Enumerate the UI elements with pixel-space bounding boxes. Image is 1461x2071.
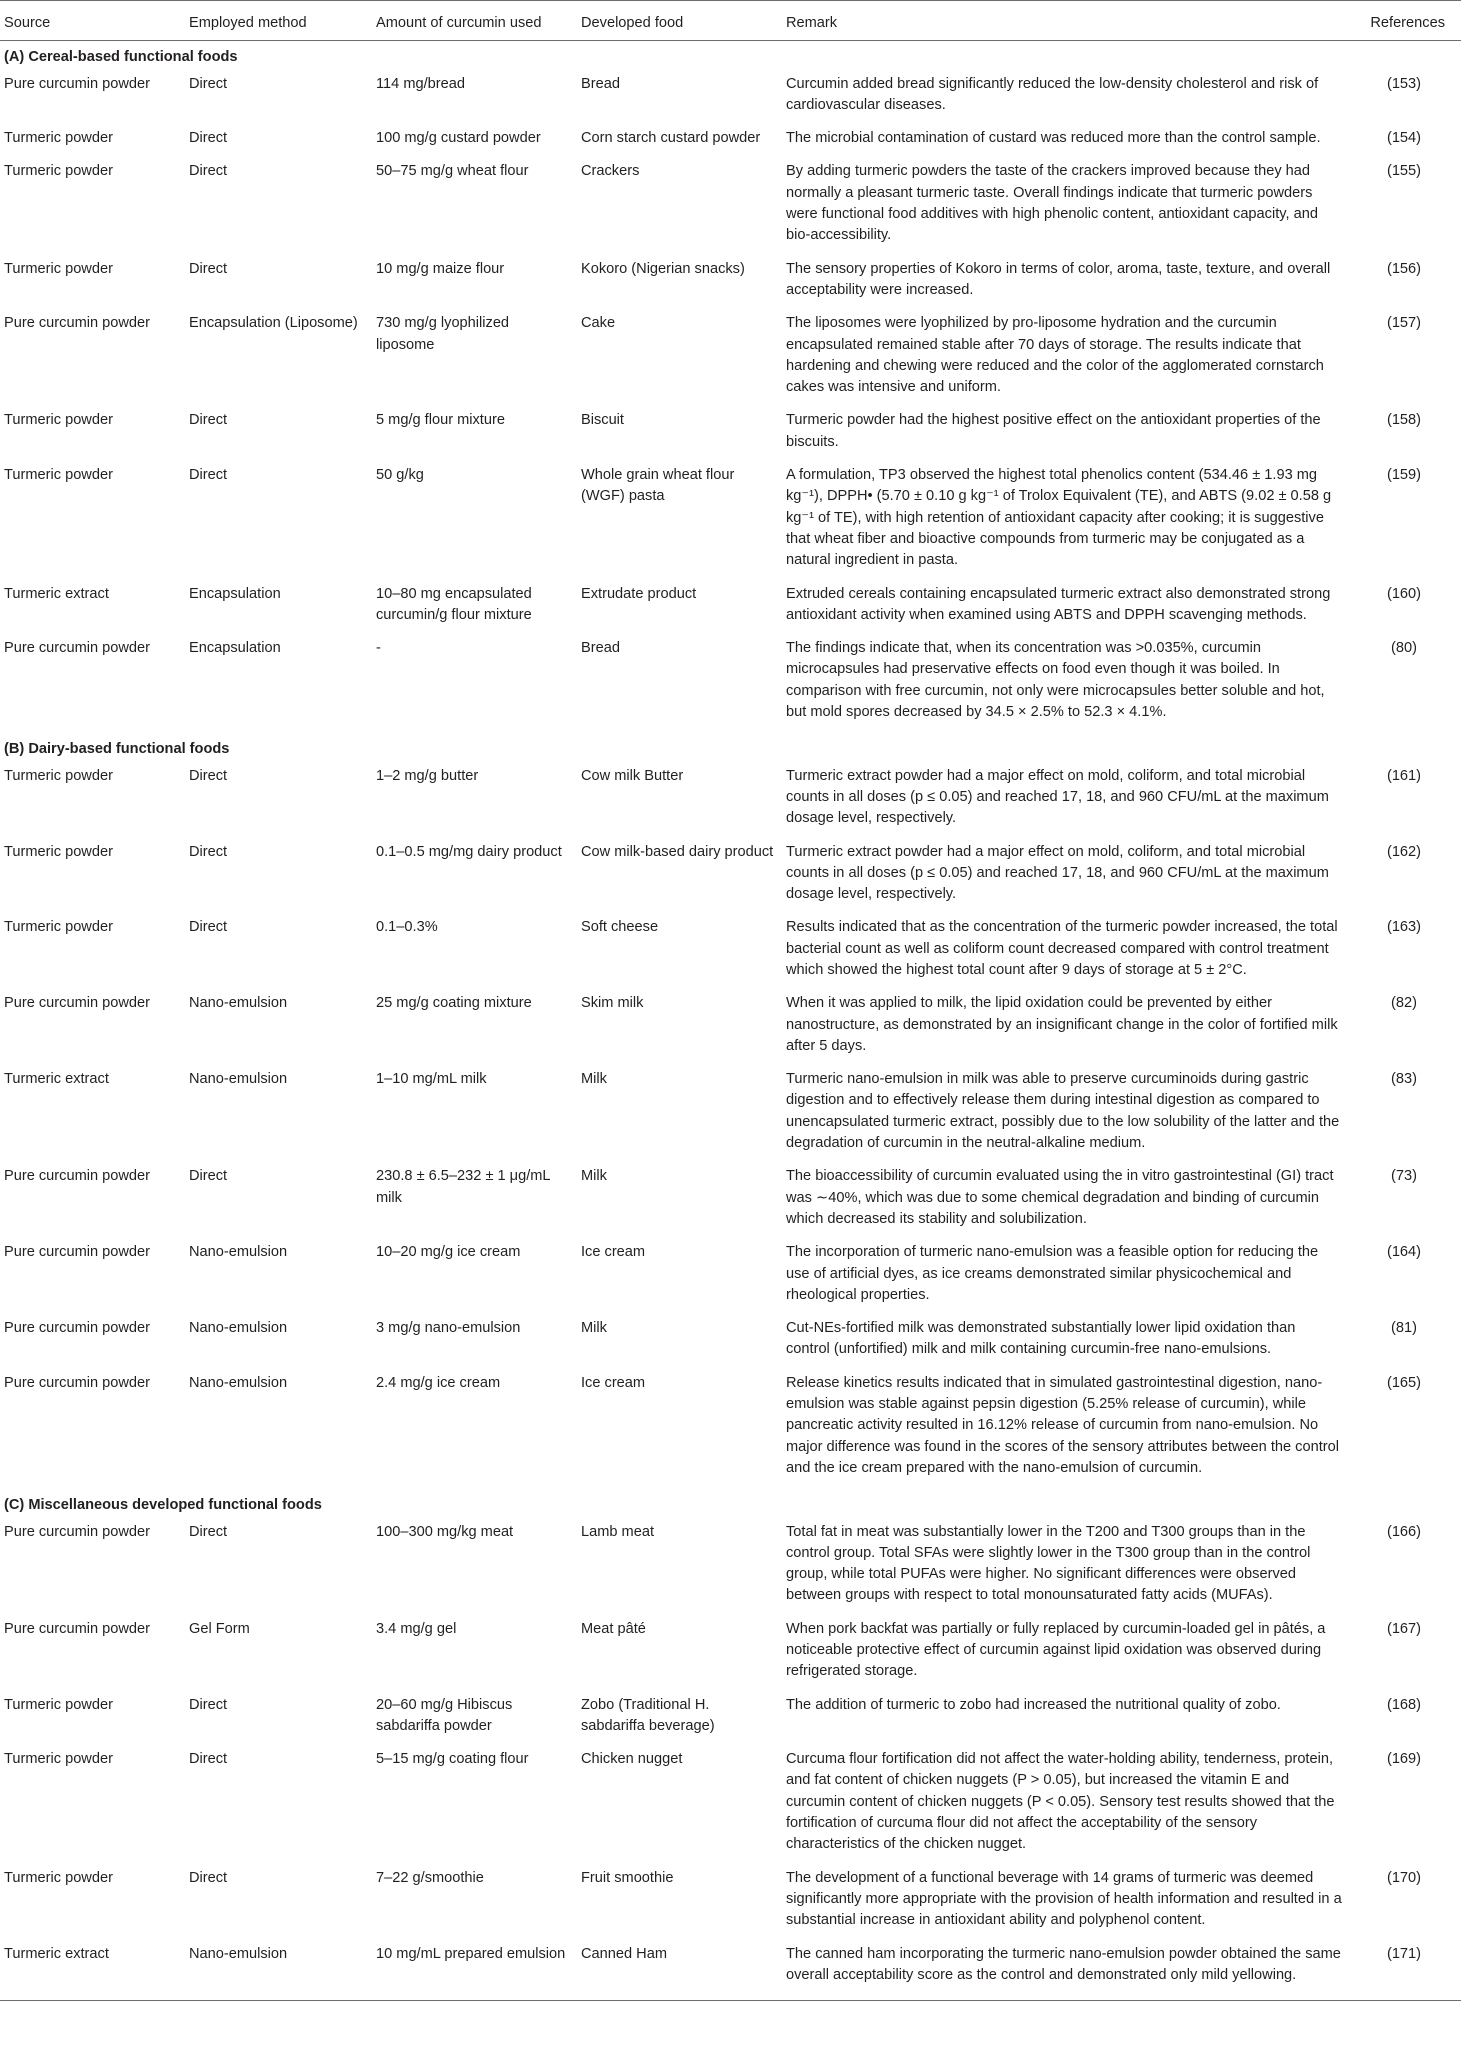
method-cell: Nano-emulsion — [189, 1071, 288, 1088]
table-row — [0, 159, 1461, 256]
amount-cell: 730 mg/g lyophilized liposome — [376, 315, 510, 353]
reference-cell: (162) — [1386, 843, 1422, 860]
source-cell: Pure curcumin powder — [4, 1244, 151, 1261]
food-cell: Cow milk Butter — [581, 767, 684, 784]
reference-cell: (82) — [1391, 995, 1417, 1012]
table-row — [0, 1747, 1461, 1865]
section-title: (A) Cereal-based functional foods — [4, 49, 238, 66]
method-cell: Direct — [189, 843, 228, 860]
source-cell: Pure curcumin powder — [4, 75, 151, 92]
method-cell: Encapsulation — [189, 640, 281, 657]
method-cell: Encapsulation (Liposome) — [189, 315, 358, 332]
table-row — [0, 764, 1461, 840]
reference-cell: (80) — [1391, 640, 1417, 657]
amount-cell: 5–15 mg/g coating flour — [376, 1751, 529, 1768]
method-cell: Direct — [189, 412, 228, 429]
source-cell: Turmeric powder — [4, 767, 113, 784]
remark-cell: The sensory properties of Kokoro in terms of color, aroma, taste, texture, and overall acceptability were increased. — [786, 260, 1331, 298]
remark-cell: Turmeric nano-emulsion in milk was able to preserve curcuminoids during gastric digestion and to effectively release them during intestinal digestion as compared to unencapsulated turmeric extract, possibly due to the low solubility of the latter and the degradation of curcumin in the neutral-alkaline medium. — [786, 1071, 1340, 1152]
method-cell: Direct — [189, 767, 228, 784]
reference-cell: (170) — [1386, 1869, 1422, 1886]
amount-cell: 7–22 g/smoothie — [376, 1869, 484, 1886]
remark-cell: Cut-NEs-fortified milk was demonstrated substantially lower lipid oxidation than control (unfortified) milk and milk containing curcumin-free nano-emulsions. — [786, 1320, 1296, 1358]
food-cell: Kokoro (Nigerian snacks) — [581, 260, 745, 277]
reference-cell: (156) — [1386, 260, 1422, 277]
reference-cell: (160) — [1386, 585, 1422, 602]
remark-cell: The incorporation of turmeric nano-emulsion was a feasible option for reducing the use of artificial dyes, as ice creams demonstrated similar physicochemical and rheological properties. — [786, 1244, 1319, 1303]
method-cell: Nano-emulsion — [189, 1320, 288, 1337]
source-cell: Turmeric powder — [4, 919, 113, 936]
remark-cell: Total fat in meat was substantially lower in the T200 and T300 groups than in the control group. Total SFAs were slightly lower in the T300 group than in the control group, while total PUFAs were higher. No significant differences were observed between groups with respect to total monounsaturated fatty acids (MUFAs). — [786, 1523, 1311, 1604]
section-heading-row — [0, 41, 1461, 72]
source-cell: Turmeric powder — [4, 163, 113, 180]
remark-cell: By adding turmeric powders the taste of the crackers improved because they had normally a pleasant turmeric taste. Overall findings indicate that turmeric powders were functional food additives with high phenolic content, antioxidant capacity, and bio-accessibility. — [786, 163, 1318, 244]
food-cell: Fruit smoothie — [581, 1869, 674, 1886]
remark-cell: The liposomes were lyophilized by pro-liposome hydration and the curcumin encapsulated remained stable after 70 days of storage. The results indicate that hardening and chewing were reduced and the color of the agglomerated cornstarch cakes was intensive and uniform. — [786, 315, 1324, 396]
source-cell: Turmeric powder — [4, 130, 113, 147]
food-cell: Cow milk-based dairy product — [581, 843, 774, 860]
source-cell: Turmeric powder — [4, 1751, 113, 1768]
remark-cell: Turmeric extract powder had a major effect on mold, coliform, and total microbial counts in all doses (p ≤ 0.05) and reached 17, 18, and 960 CFU/mL at the maximum dosage level, respectively. — [786, 843, 1329, 903]
food-cell: Lamb meat — [581, 1523, 655, 1540]
amount-cell: 10 mg/g maize flour — [376, 260, 505, 277]
amount-cell: 0.1–0.3% — [376, 919, 438, 936]
remark-cell: Results indicated that as the concentration of the turmeric powder increased, the total bacterial count as well as coliform count decreased compared with control treatment which showed the highest total count after 9 days of storage at 5 ± 2°C. — [786, 919, 1338, 978]
remark-cell: Curcuma flour fortification did not affect the water-holding ability, tenderness, protein, and fat content of chicken nuggets (P > 0.05), but increased the vitamin E and curcumin content of chicken nuggets (P < 0.05). Sensory test results showed that the fortification of curcuma flour did not affect the acceptability of the sensory characteristics of the chicken nugget. — [786, 1751, 1335, 1853]
amount-cell: 1–10 mg/mL milk — [376, 1071, 487, 1088]
amount-cell: 50–75 mg/g wheat flour — [376, 163, 529, 180]
method-cell: Nano-emulsion — [189, 995, 288, 1012]
remark-cell: Curcumin added bread significantly reduced the low-density cholesterol and risk of cardiovascular diseases. — [786, 75, 1319, 113]
method-cell: Direct — [189, 163, 228, 180]
method-cell: Direct — [189, 919, 228, 936]
food-cell: Extrudate product — [581, 585, 697, 602]
header-method: Employed method — [185, 1, 372, 41]
amount-cell: 10–20 mg/g ice cream — [376, 1244, 521, 1261]
table-row — [0, 915, 1461, 991]
source-cell: Turmeric powder — [4, 467, 113, 484]
table-row — [0, 840, 1461, 916]
remark-cell: When it was applied to milk, the lipid oxidation could be prevented by either nanostructure, as demonstrated by an insignificant change in the color of fortified milk after 5 days. — [786, 995, 1338, 1054]
amount-cell: 3 mg/g nano-emulsion — [376, 1320, 521, 1337]
amount-cell: 20–60 mg/g Hibiscus sabdariffa powder — [376, 1696, 513, 1734]
reference-cell: (166) — [1386, 1523, 1422, 1540]
method-cell: Direct — [189, 75, 228, 92]
food-cell: Milk — [581, 1071, 607, 1088]
source-cell: Pure curcumin powder — [4, 640, 151, 657]
table-row — [0, 1240, 1461, 1316]
food-cell: Bread — [581, 75, 620, 92]
reference-cell: (155) — [1386, 163, 1422, 180]
amount-cell: 10 mg/mL prepared emulsion — [372, 1942, 577, 2001]
food-cell: Milk — [581, 1168, 607, 1185]
reference-cell: (159) — [1386, 467, 1422, 484]
food-cell: Zobo (Traditional H. sabdariffa beverage) — [581, 1696, 715, 1734]
table-row — [0, 582, 1461, 637]
food-cell: Biscuit — [581, 412, 624, 429]
source-cell: Turmeric extract — [4, 585, 109, 602]
reference-cell: (73) — [1391, 1168, 1417, 1185]
method-cell: Direct — [189, 260, 228, 277]
amount-cell: 25 mg/g coating mixture — [376, 995, 532, 1012]
table-row — [0, 1371, 1461, 1489]
method-cell: Direct — [189, 1523, 228, 1540]
table-row — [0, 72, 1461, 127]
header-references: References — [1349, 1, 1461, 41]
header-amount: Amount of curcumin used — [372, 1, 577, 41]
table-row — [0, 1942, 1461, 2001]
food-cell: Milk — [581, 1320, 607, 1337]
reference-cell: (153) — [1386, 75, 1422, 92]
table-row — [0, 1866, 1461, 1942]
remark-cell: A formulation, TP3 observed the highest total phenolics content (534.46 ± 1.93 mg kg⁻¹), DPPH• (5.70 ± 0.10 g kg⁻¹ of Trolox Equivalent (TE), and ABTS (9.02 ± 0.58 g kg⁻¹ of TE), with high retention of antioxidant capacity after cooking; it is suggestive that wheat fiber and bioactive compounds from turmeric may be conjugated as a natural ingredient in pasta. — [786, 467, 1332, 569]
section-heading-row — [0, 733, 1461, 763]
remark-cell: The findings indicate that, when its concentration was >0.035%, curcumin microcapsules had preservative effects on food even though it was boiled. In comparison with free curcumin, not only were microcapsules better soluble and hot, but mold spores decreased by 34.5 × 2.5% to 52.3 × 4.1%. — [786, 640, 1325, 721]
table-row — [0, 1520, 1461, 1617]
food-cell: Chicken nugget — [581, 1751, 683, 1768]
amount-cell: 10–80 mg encapsulated curcumin/g flour mixture — [376, 585, 532, 623]
amount-cell: 100–300 mg/kg meat — [376, 1523, 514, 1540]
source-cell: Turmeric powder — [4, 843, 113, 860]
amount-cell: 5 mg/g flour mixture — [376, 412, 505, 429]
table-row — [0, 126, 1461, 159]
amount-cell: 0.1–0.5 mg/mg dairy product — [376, 843, 562, 860]
method-cell: Nano-emulsion — [189, 1374, 288, 1391]
amount-cell: 3.4 mg/g gel — [376, 1620, 457, 1637]
food-cell: Soft cheese — [581, 919, 659, 936]
reference-cell: (83) — [1391, 1071, 1417, 1088]
food-cell: Ice cream — [581, 1244, 646, 1261]
method-cell: Direct — [189, 1869, 228, 1886]
table-row — [0, 1164, 1461, 1240]
header-food: Developed food — [577, 1, 782, 41]
food-cell: Corn starch custard powder — [581, 130, 761, 147]
food-cell: Ice cream — [581, 1374, 646, 1391]
reference-cell: (81) — [1391, 1320, 1417, 1337]
section-title: (C) Miscellaneous developed functional foods — [4, 1497, 322, 1514]
reference-cell: (169) — [1386, 1751, 1422, 1768]
food-cell: Whole grain wheat flour (WGF) pasta — [581, 467, 735, 505]
table-row — [0, 1617, 1461, 1693]
remark-cell: Turmeric powder had the highest positive effect on the antioxidant properties of the biscuits. — [786, 412, 1321, 450]
source-cell: Turmeric powder — [4, 260, 113, 277]
amount-cell: 114 mg/bread — [376, 75, 465, 92]
amount-cell: 100 mg/g custard powder — [376, 130, 541, 147]
source-cell: Pure curcumin powder — [4, 995, 151, 1012]
table-row — [0, 463, 1461, 581]
reference-cell: (158) — [1386, 412, 1422, 429]
source-cell: Pure curcumin powder — [4, 1374, 151, 1391]
reference-cell: (171) — [1349, 1942, 1461, 2001]
header-remark: Remark — [782, 1, 1349, 41]
remark-cell: The bioaccessibility of curcumin evaluated using the in vitro gastrointestinal (GI) tract was ∼40%, which was due to some chemical degradation and binding of curcumin which decreased its stability and solubilization. — [786, 1168, 1334, 1227]
header-row — [0, 1, 1461, 41]
remark-cell: Turmeric extract powder had a major effect on mold, coliform, and total microbial counts in all doses (p ≤ 0.05) and reached 17, 18, and 960 CFU/mL at the maximum dosage level, respectively. — [786, 767, 1329, 827]
method-cell: Direct — [189, 1696, 228, 1713]
reference-cell: (165) — [1386, 1374, 1422, 1391]
source-cell: Turmeric extract — [0, 1942, 185, 2001]
table-body — [0, 41, 1461, 2001]
source-cell: Pure curcumin powder — [4, 1320, 151, 1337]
remark-cell: Release kinetics results indicated that in simulated gastrointestinal digestion, nano-emulsion was stable against pepsin digestion (5.25% release of curcumin), while pancreatic activity resulted in 16.12% release of curcumin from nano-emulsion. No major difference was found in the scores of the sensory attributes between the control and the ice cream prepared with the nano-emulsion of curcumin. — [786, 1374, 1339, 1476]
amount-cell: 50 g/kg — [376, 467, 424, 484]
amount-cell: - — [376, 640, 381, 657]
reference-cell: (168) — [1386, 1696, 1422, 1713]
source-cell: Pure curcumin powder — [4, 315, 151, 332]
table-row — [0, 991, 1461, 1067]
reference-cell: (164) — [1386, 1244, 1422, 1261]
section-heading-row — [0, 1489, 1461, 1519]
food-cell: Meat pâté — [581, 1620, 646, 1637]
food-cell: Crackers — [581, 163, 640, 180]
remark-cell: When pork backfat was partially or fully replaced by curcumin-loaded gel in pâtés, a noticeable protective effect of curcumin against lipid oxidation was observed during refrigerated storage. — [786, 1620, 1326, 1680]
header-source: Source — [0, 1, 185, 41]
table-row — [0, 1316, 1461, 1371]
source-cell: Turmeric powder — [4, 1696, 113, 1713]
table-row — [0, 636, 1461, 733]
reference-cell: (161) — [1386, 767, 1422, 784]
food-cell: Cake — [581, 315, 616, 332]
food-cell: Canned Ham — [577, 1942, 782, 2001]
source-cell: Pure curcumin powder — [4, 1523, 151, 1540]
table-row — [0, 257, 1461, 312]
remark-cell: The canned ham incorporating the turmeric nano-emulsion powder obtained the same overall acceptability score as the control and demonstrated only mild yellowing. — [782, 1942, 1349, 2001]
remark-cell: The addition of turmeric to zobo had increased the nutritional quality of zobo. — [786, 1696, 1281, 1713]
method-cell: Direct — [189, 130, 228, 147]
source-cell: Pure curcumin powder — [4, 1168, 151, 1185]
source-cell: Turmeric extract — [4, 1071, 109, 1088]
reference-cell: (154) — [1386, 130, 1422, 147]
method-cell: Nano-emulsion — [189, 1244, 288, 1261]
amount-cell: 230.8 ± 6.5–232 ± 1 μg/mL milk — [376, 1168, 550, 1206]
reference-cell: (157) — [1386, 315, 1422, 332]
remark-cell: Extruded cereals containing encapsulated turmeric extract also demonstrated strong antioxidant activity when examined using ABTS and DPPH scavenging methods. — [786, 585, 1331, 623]
method-cell: Nano-emulsion — [185, 1942, 372, 2001]
source-cell: Turmeric powder — [4, 412, 113, 429]
method-cell: Encapsulation — [189, 585, 281, 602]
source-cell: Turmeric powder — [4, 1869, 113, 1886]
reference-cell: (167) — [1386, 1620, 1422, 1637]
source-cell: Pure curcumin powder — [4, 1620, 151, 1637]
remark-cell: The development of a functional beverage with 14 grams of turmeric was deemed significantly more appropriate with the provision of health information and resulted in a substantial increase in antioxidant ability and polyphenol content. — [786, 1869, 1342, 1929]
table-row — [0, 1693, 1461, 1748]
table-row — [0, 408, 1461, 463]
amount-cell: 2.4 mg/g ice cream — [376, 1374, 501, 1391]
section-title: (B) Dairy-based functional foods — [4, 741, 230, 758]
method-cell: Direct — [189, 1751, 228, 1768]
food-cell: Bread — [581, 640, 620, 657]
amount-cell: 1–2 mg/g butter — [376, 767, 479, 784]
table-row — [0, 1067, 1461, 1164]
reference-cell: (163) — [1386, 919, 1422, 936]
method-cell: Direct — [189, 467, 228, 484]
method-cell: Direct — [189, 1168, 228, 1185]
remark-cell: The microbial contamination of custard was reduced more than the control sample. — [786, 130, 1321, 147]
food-cell: Skim milk — [581, 995, 644, 1012]
method-cell: Gel Form — [189, 1620, 250, 1637]
table-row — [0, 311, 1461, 408]
